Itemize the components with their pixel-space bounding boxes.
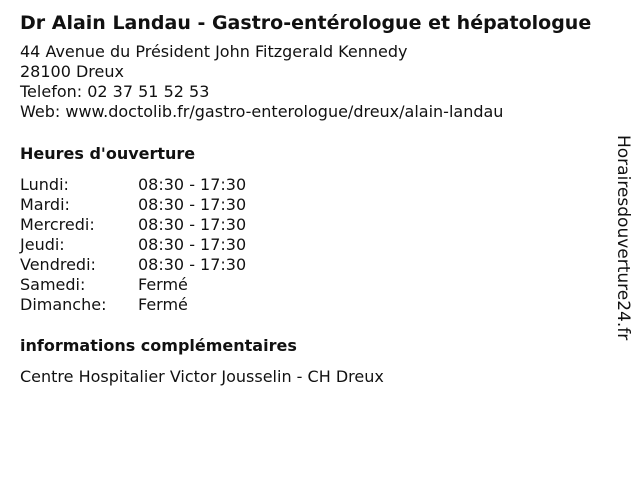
hours-row-thursday: [20, 235, 620, 255]
day-label: Mercredi:: [20, 215, 95, 234]
hours-row-friday: [20, 255, 620, 275]
day-label: Vendredi:: [20, 255, 96, 274]
time-value: 08:30 - 17:30: [138, 195, 247, 214]
day-label: Mardi:: [20, 195, 70, 214]
extra-info-text: Centre Hospitalier Victor Jousselin - CH Dreux: [20, 367, 384, 386]
opening-hours-table: [20, 175, 620, 315]
page-title: Dr Alain Landau - Gastro-entérologue et hépatologue: [20, 12, 592, 34]
time-value: Fermé: [138, 295, 188, 314]
hours-row-saturday: [20, 275, 620, 295]
address-block: [20, 42, 620, 122]
site-watermark: Horairesdouverture24.fr: [613, 135, 633, 341]
hours-row-sunday: [20, 295, 620, 315]
time-value: 08:30 - 17:30: [138, 235, 247, 254]
day-label: Samedi:: [20, 275, 86, 294]
hours-row-wednesday: [20, 215, 620, 235]
website-link[interactable]: Web: www.doctolib.fr/gastro-enterologue/dreux/alain-landau: [20, 102, 504, 121]
street-address: 44 Avenue du Président John Fitzgerald Kennedy: [20, 42, 408, 61]
day-label: Dimanche:: [20, 295, 107, 314]
doctor-info-card: [20, 10, 620, 387]
extra-info-heading: informations complémentaires: [20, 336, 297, 355]
day-label: Lundi:: [20, 175, 69, 194]
time-value: 08:30 - 17:30: [138, 255, 247, 274]
time-value: Fermé: [138, 275, 188, 294]
city: 28100 Dreux: [20, 62, 124, 81]
time-value: 08:30 - 17:30: [138, 215, 247, 234]
phone-number: Telefon: 02 37 51 52 53: [20, 82, 210, 101]
day-label: Jeudi:: [20, 235, 65, 254]
time-value: 08:30 - 17:30: [138, 175, 247, 194]
hours-row-monday: [20, 175, 620, 195]
hours-heading: Heures d'ouverture: [20, 144, 196, 163]
hours-row-tuesday: [20, 195, 620, 215]
